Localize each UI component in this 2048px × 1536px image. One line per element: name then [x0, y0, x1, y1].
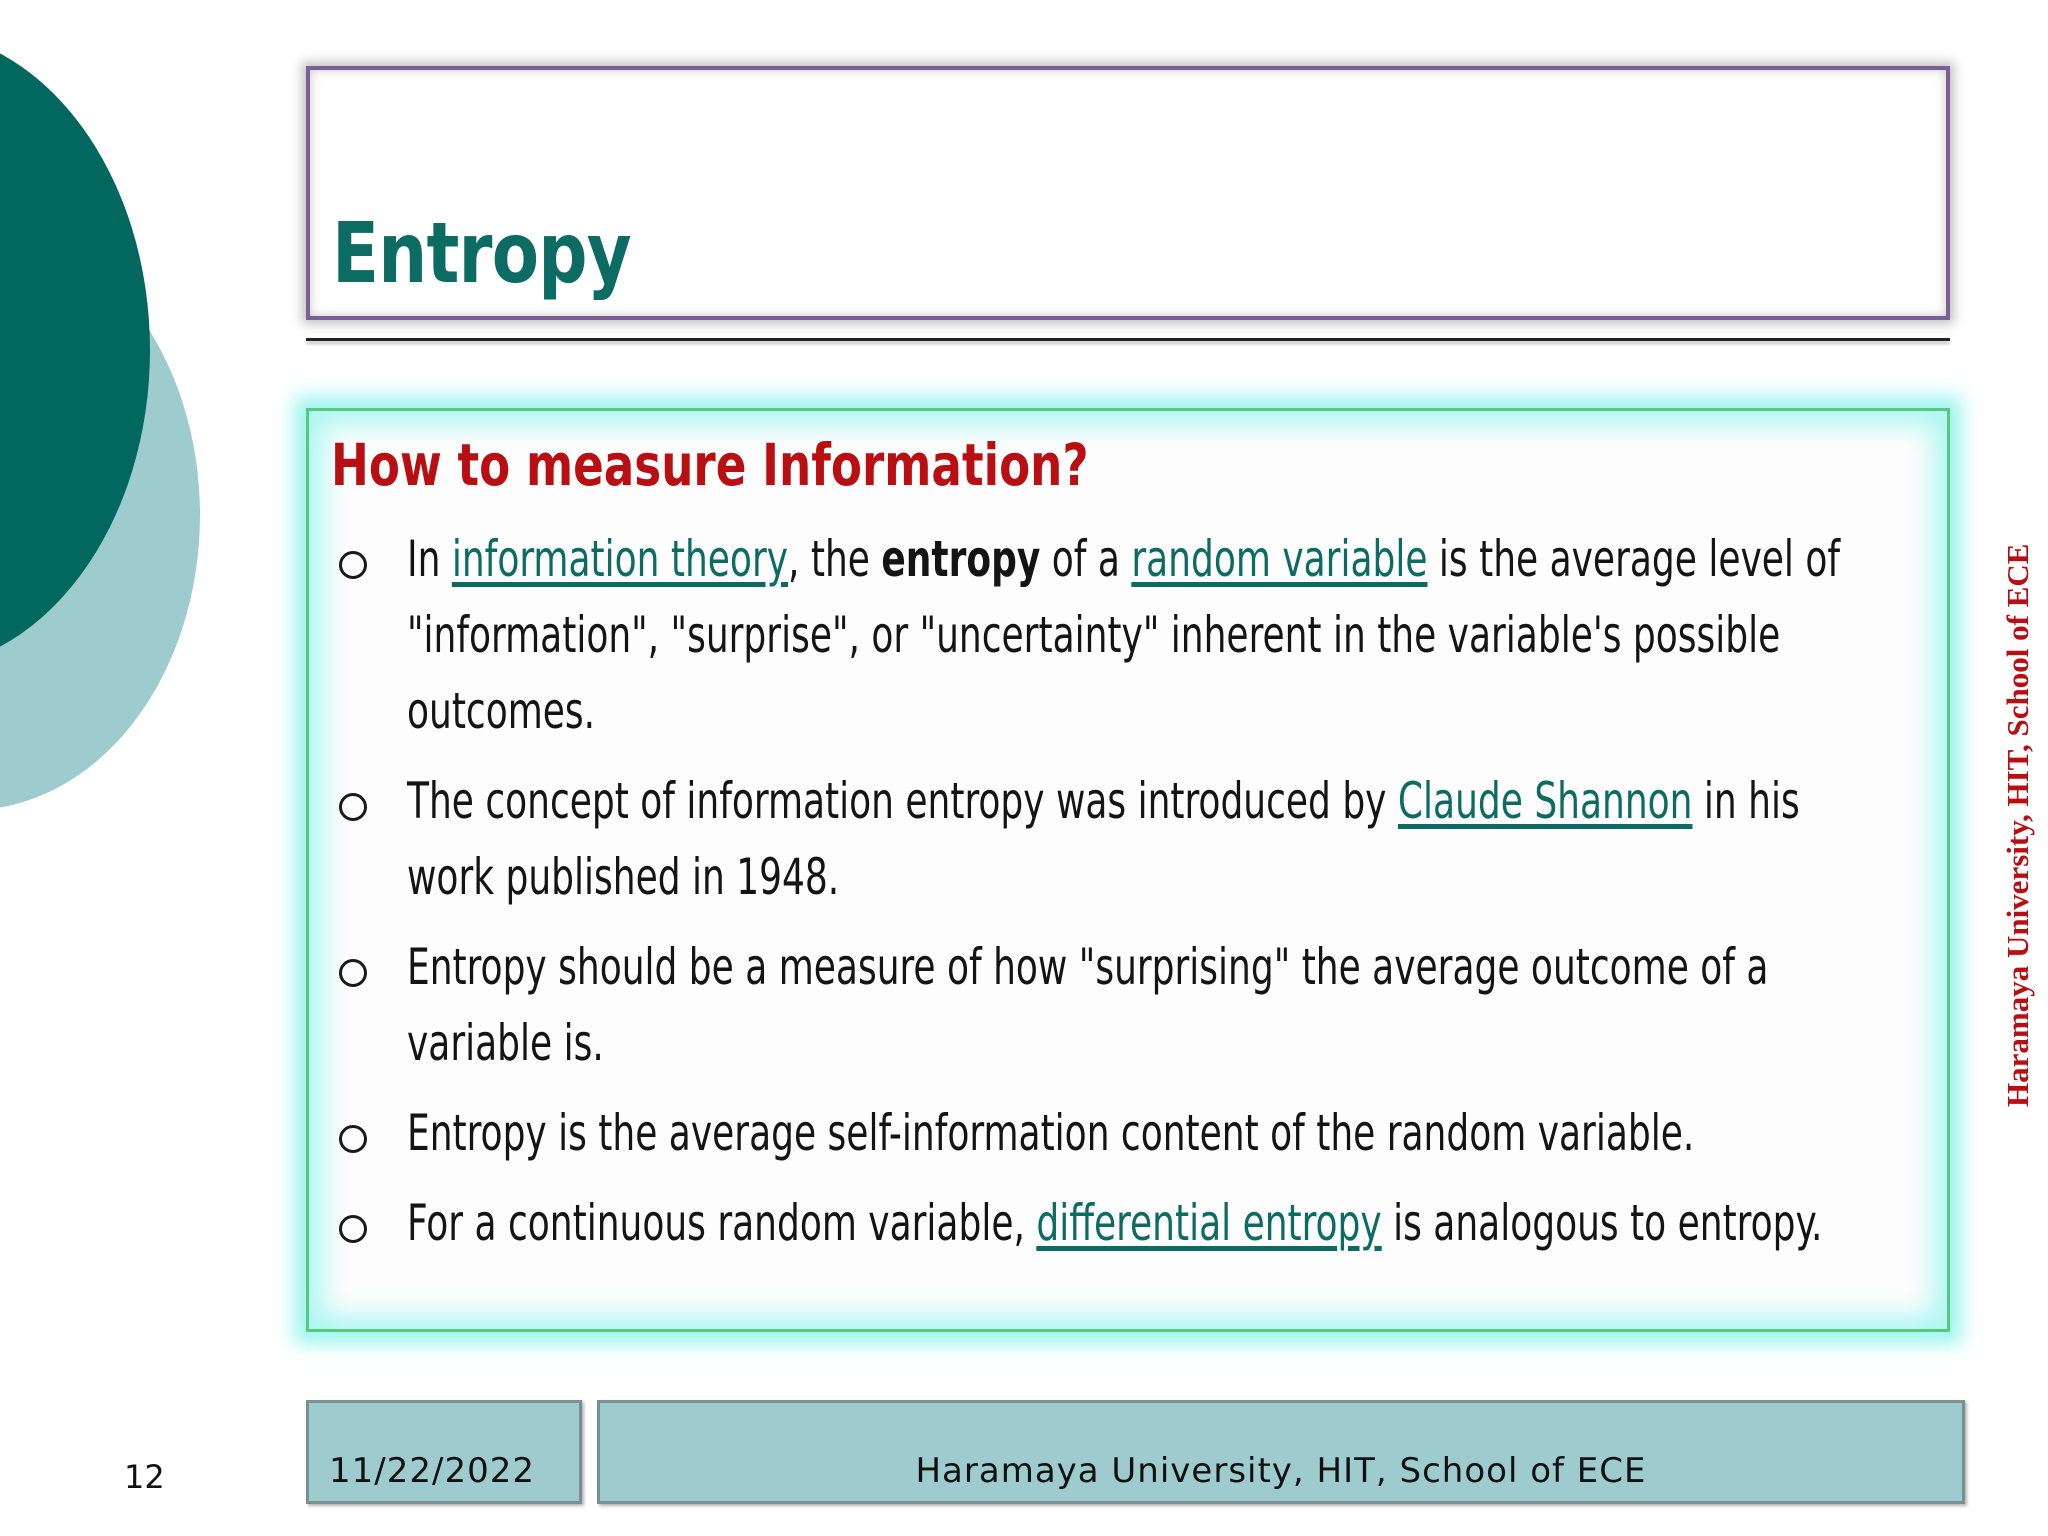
footer-organization: Haramaya University, HIT, School of ECE [915, 1451, 1647, 1491]
bullet-item [331, 1185, 1891, 1261]
footer-date-box [306, 1400, 582, 1504]
footer-organization-box [597, 1400, 1965, 1504]
bullet-item [331, 1095, 1891, 1171]
side-watermark-text: Haramaya University, HIT, School of ECE [2000, 543, 2035, 1107]
hollow-circle-bullet-icon [339, 551, 367, 579]
title-box [306, 66, 1950, 320]
bold-term: entropy [881, 530, 1041, 588]
bullet-text-run: Entropy should be a measure of how "surprising" the average outcome of a variable is. [407, 938, 1769, 1072]
hyperlink[interactable]: differential entropy [1036, 1194, 1382, 1252]
slide-title: Entropy [332, 204, 631, 302]
bullet-text-run: is the average level of "information", "surprise", or "uncertainty" inherent in the variable's possible outcomes. [407, 530, 1841, 740]
footer-date: 11/22/2022 [329, 1451, 535, 1491]
bullet-text-run: Entropy is the average self-information content of the random variable. [407, 1104, 1695, 1162]
bullet-text-run: For a continuous random variable, [407, 1194, 1037, 1252]
bullet-item [331, 929, 1891, 1081]
bullet-item [331, 521, 1891, 749]
bullet-text-run: in his work published in 1948. [407, 772, 1800, 906]
bullet-text [407, 1185, 1891, 1261]
bullet-text-run: is analogous to entropy. [1381, 1194, 1823, 1252]
content-box [306, 408, 1950, 1332]
hyperlink[interactable]: information theory [451, 530, 789, 588]
bullet-text-run: , the [788, 530, 882, 588]
bullet-text [407, 521, 1891, 749]
hollow-circle-bullet-icon [339, 959, 367, 987]
bullet-text-run: of a [1040, 530, 1132, 588]
hollow-circle-bullet-icon [339, 1125, 367, 1153]
bullet-item [331, 763, 1891, 915]
hyperlink[interactable]: random variable [1131, 530, 1428, 588]
hyperlink[interactable]: Claude Shannon [1397, 772, 1693, 830]
bullet-text-run: In [407, 530, 452, 588]
bullet-text [407, 929, 1891, 1081]
content-subheading: How to measure Information? [331, 431, 1089, 499]
bullet-text-run: The concept of information entropy was introduced by [407, 772, 1398, 830]
page-number: 12 [124, 1458, 165, 1496]
bullet-list [331, 521, 1891, 1275]
title-divider [306, 338, 1950, 341]
hollow-circle-bullet-icon [339, 793, 367, 821]
bullet-text [407, 763, 1891, 915]
bullet-text [407, 1095, 1891, 1171]
hollow-circle-bullet-icon [339, 1215, 367, 1243]
